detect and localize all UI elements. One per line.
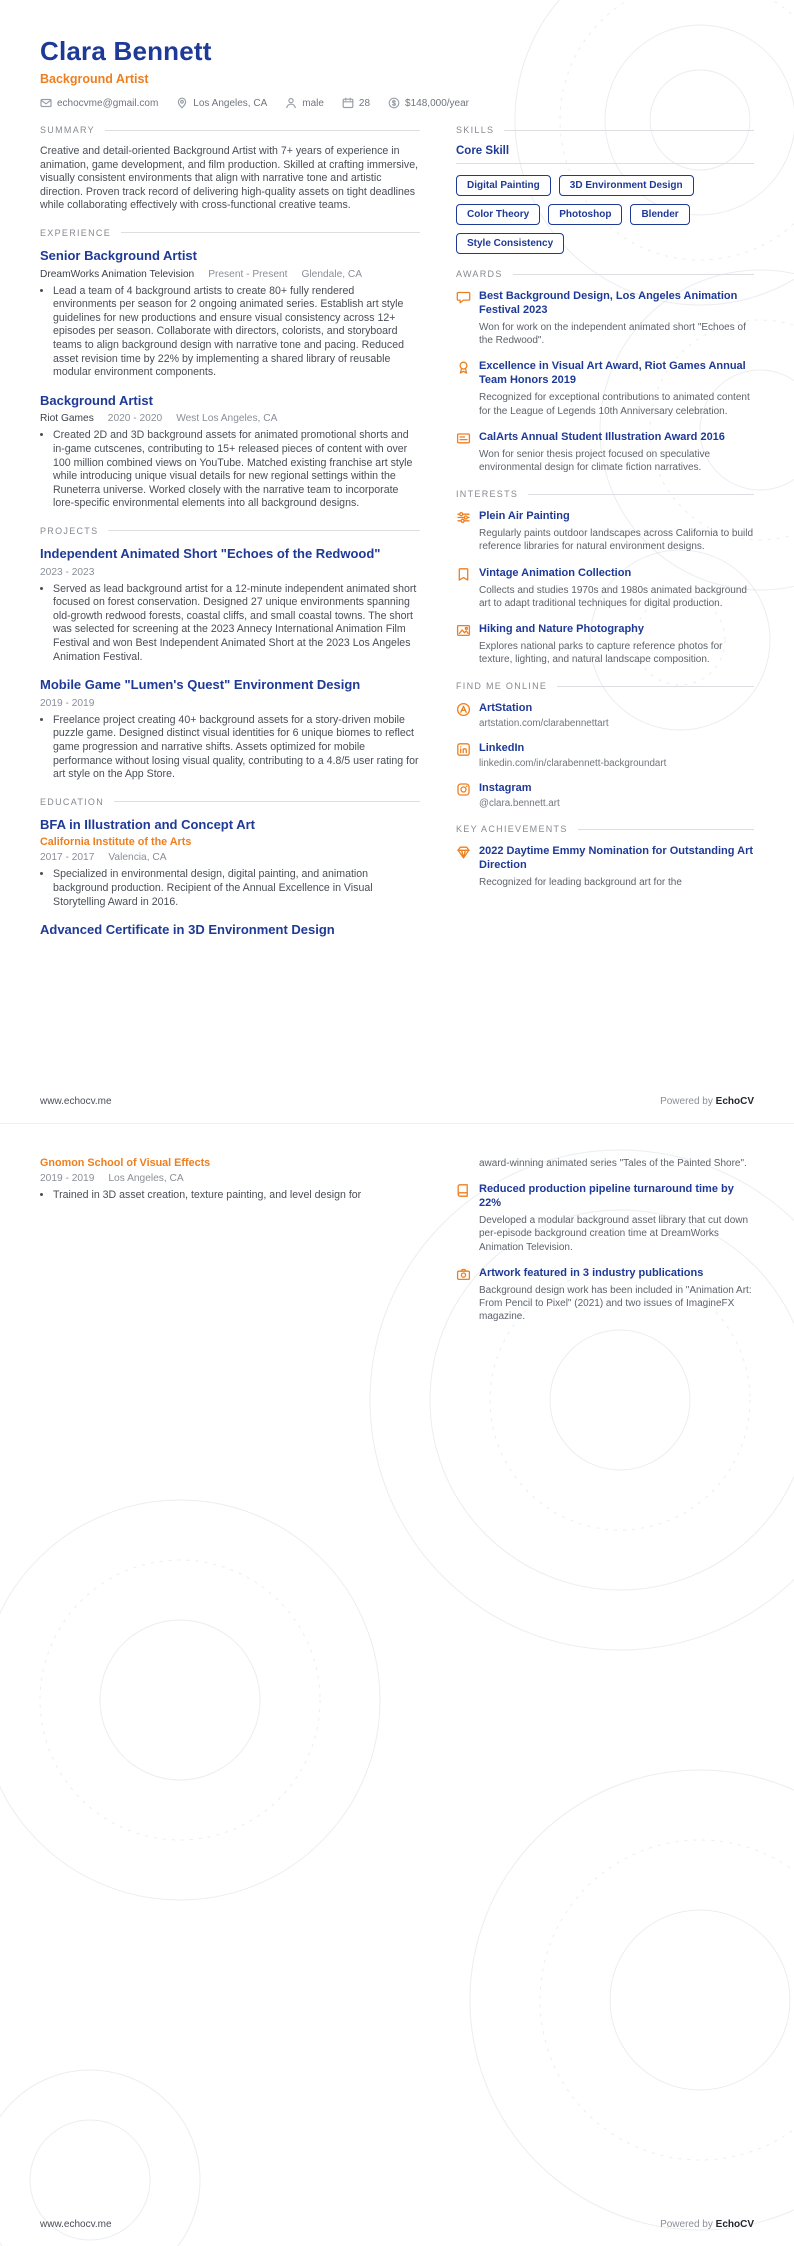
job-title: Senior Background Artist — [40, 247, 197, 263]
award-description: Won for senior thesis project focused on speculative environmental design for climate fiction narratives. — [479, 448, 711, 474]
projects-heading: PROJECTS — [40, 525, 99, 536]
right-column — [456, 1157, 754, 1335]
job-location: West Los Angeles, CA — [176, 413, 278, 425]
achievement-description: Recognized for leading background art for the — [479, 877, 682, 889]
education-meta-row — [40, 852, 420, 863]
interests-section — [456, 489, 754, 666]
summary-text: Creative and detail-oriented Background Artist with 7+ years of experience in animation, game development, and film production. Skilled at crafting immersive, visually consistent environments that align with narrative tone and artistic direction. Proven track record of delivering high-quality assets on tight deadlines while collaborating effectively with cross-functional creative teams. — [40, 145, 419, 212]
project-meta-row — [40, 698, 420, 709]
education-location: Valencia, CA — [108, 852, 167, 864]
project-bullets — [40, 583, 420, 665]
job-bullets — [40, 285, 420, 380]
online-profile-name: ArtStation — [479, 702, 533, 715]
skill-chip: Color Theory — [456, 204, 540, 225]
skill-chip: 3D Environment Design — [559, 175, 694, 196]
achievement-description-continued: award-winning animated series "Tales of the Painted Shore". — [479, 1158, 747, 1169]
skill-chip-list — [456, 175, 754, 254]
online-profile-name: Instagram — [479, 782, 532, 795]
instagram-icon — [456, 782, 471, 809]
artstation-icon — [456, 702, 471, 729]
project-item — [40, 546, 420, 664]
achievement-description: Developed a modular background asset library that cut down per-episode background creation time at DreamWorks Animation Television. — [479, 1215, 749, 1253]
footer-brand: EchoCV — [715, 1096, 754, 1107]
footer-site-link[interactable]: www.echocv.me — [40, 1096, 112, 1107]
left-column — [40, 1157, 420, 1216]
contact-gender-text: male — [302, 97, 324, 109]
resume-page-2 — [0, 1123, 794, 2246]
section-rule — [513, 274, 754, 275]
education-item-continued — [40, 1157, 420, 1203]
columns-page-2 — [40, 1157, 754, 1335]
school-name: California Institute of the Arts — [40, 836, 192, 849]
education-dates: 2017 - 2017 — [40, 852, 95, 864]
experience-item — [40, 248, 420, 380]
interests-section-header — [456, 489, 754, 499]
interest-title: Plein Air Painting — [479, 510, 570, 523]
education-item — [40, 817, 420, 909]
resume-header — [40, 36, 754, 109]
job-dates: Present - Present — [208, 268, 288, 280]
project-title: Mobile Game "Lumen's Quest" Environment Design — [40, 677, 361, 693]
achievement-description: Background design work has been included in "Animation Art: From Pencil to Pixel" (2021) and two issues of ImagineFX magazine. — [479, 1284, 752, 1323]
projects-section-header — [40, 526, 420, 536]
diamond-icon — [456, 845, 471, 889]
achievement-item — [456, 1182, 754, 1254]
company-name: DreamWorks Animation Television — [40, 268, 195, 280]
section-rule — [114, 801, 420, 802]
education-bullet: • Trained in 3D asset creation, texture painting, and level design for — [53, 1189, 420, 1203]
summary-section-header — [40, 125, 420, 135]
photo-icon — [456, 623, 471, 666]
linkedin-icon — [456, 742, 471, 769]
section-rule — [528, 494, 754, 495]
award-item — [456, 359, 754, 417]
book-icon — [456, 1183, 471, 1254]
calendar-icon — [342, 97, 354, 109]
experience-heading: EXPERIENCE — [40, 227, 112, 238]
job-dates: 2020 - 2020 — [107, 413, 163, 425]
skills-section-header — [456, 125, 754, 135]
person-icon — [285, 97, 297, 109]
section-rule — [578, 829, 754, 830]
interest-description: Explores national parks to capture reference photos for texture, lighting, and natural landscape composition. — [479, 641, 723, 666]
achievement-title: 2022 Daytime Emmy Nomination for Outstanding Art Direction — [479, 845, 754, 872]
page-footer — [40, 1096, 754, 1107]
candidate-title: Background Artist — [40, 72, 149, 86]
experience-section — [40, 228, 420, 511]
section-rule — [108, 530, 420, 531]
section-rule — [121, 232, 420, 233]
award-item — [456, 289, 754, 347]
project-bullet: • Served as lead background artist for a 12-minute independent animated short focused on forest conservation. Designed 27 unique environments spanning old-growth redwood forests, coastal cliffs, and small coastal towns. The short was selected for screening at the 2023 Annecy International Animation Film Festival and won Best Independent Animated Short at the 2023 Los Angeles Animation Festival. — [53, 583, 420, 665]
contact-row — [40, 97, 754, 109]
skill-chip: Style Consistency — [456, 233, 564, 254]
online-profile-handle: artstation.com/clarabennettart — [479, 718, 609, 730]
award-item — [456, 430, 754, 474]
education-section — [40, 797, 420, 939]
education-location: Los Angeles, CA — [108, 1173, 184, 1184]
project-meta-row — [40, 567, 420, 578]
project-bullet: • Freelance project creating 40+ background assets for a story-driven mobile puzzle game. Designed distinct visual identities for 6 unique biomes to reflect game progression and narrative shifts. Assets optimized for mobile performance without losing visual quality, contributing to a 4.8/5 user rating for art style on the App Store. — [53, 714, 420, 782]
bookmark-icon — [456, 567, 471, 610]
sliders-icon — [456, 510, 471, 553]
footer-powered-prefix: Powered by — [660, 1096, 713, 1107]
contact-email — [40, 97, 158, 109]
key-achievements-section-header — [456, 824, 754, 834]
interest-description: Collects and studies 1970s and 1980s animated background art to adapt traditional techniques for digital production. — [479, 584, 747, 609]
school-name: Gnomon School of Visual Effects — [40, 1157, 211, 1169]
job-title: Background Artist — [40, 392, 153, 408]
project-title: Independent Animated Short "Echoes of the Redwood" — [40, 545, 381, 561]
awards-section — [456, 269, 754, 474]
key-achievements-section — [456, 824, 754, 889]
find-me-online-heading: FIND ME ONLINE — [456, 681, 548, 692]
contact-age — [342, 97, 370, 109]
section-rule — [504, 130, 754, 131]
footer-powered[interactable] — [660, 1096, 754, 1107]
contact-salary-text: $148,000/year — [405, 97, 469, 109]
section-rule — [105, 130, 420, 131]
instagram-link[interactable] — [456, 781, 754, 809]
award-title: Excellence in Visual Art Award, Riot Games Annual Team Honors 2019 — [479, 360, 746, 387]
certificate-card-icon — [456, 431, 471, 474]
education-bullets — [40, 868, 420, 909]
projects-section — [40, 526, 420, 782]
contact-salary — [388, 97, 469, 109]
skill-chip: Blender — [630, 204, 689, 225]
email-icon — [40, 97, 52, 109]
left-column — [40, 125, 420, 954]
award-title: Best Background Design, Los Angeles Animation Festival 2023 — [479, 290, 738, 316]
achievement-item — [456, 1266, 754, 1324]
interests-heading: INTERESTS — [456, 489, 519, 500]
skills-heading: SKILLS — [456, 125, 495, 135]
job-meta-row — [40, 269, 420, 280]
skill-chip: Digital Painting — [456, 175, 551, 196]
key-achievements-heading: KEY ACHIEVEMENTS — [456, 824, 568, 835]
contact-age-text: 28 — [358, 97, 371, 109]
degree-title: Advanced Certificate in 3D Environment Design — [40, 922, 335, 938]
achievement-title: Artwork featured in 3 industry publications — [479, 1266, 704, 1279]
company-name: Riot Games — [40, 413, 94, 425]
education-bullets — [40, 1189, 420, 1203]
message-square-icon — [456, 290, 471, 347]
camera-icon — [456, 1267, 471, 1324]
skills-section — [456, 125, 754, 254]
education-dates: 2019 - 2019 — [40, 1173, 95, 1184]
page-footer — [40, 2219, 754, 2230]
location-pin-icon — [176, 97, 188, 109]
job-bullet: • Created 2D and 3D background assets for animated promotional shorts and in-game cutscenes, contributing to 15+ released pieces of content with over 100 million combined views on YouTube. Matched existing franchise art style while introducing unique visual details for new regional settings within the Runeterra universe. Worked closely with the narrative team to incorporate lore-specific environmental elements into all background designs. — [53, 429, 420, 511]
education-item — [40, 922, 420, 939]
interest-item — [456, 509, 754, 553]
awards-heading: AWARDS — [456, 269, 503, 279]
experience-item — [40, 393, 420, 511]
online-profile-name: LinkedIn — [479, 742, 525, 755]
project-dates: 2023 - 2023 — [40, 566, 95, 578]
footer-powered[interactable] — [660, 2219, 754, 2230]
linkedin-link[interactable] — [456, 741, 754, 769]
footer-site-link[interactable]: www.echocv.me — [40, 2219, 112, 2230]
job-bullet: • Lead a team of 4 background artists to create 80+ fully rendered environments per season for 2 ongoing animated series. Establish art style guidelines for new productions and ensure visual consistency across 12+ episodes per season. Collaborate with directors, colorists, and storyboard teams to align background design with narrative tone and pacing. Reduced asset revision time by 22% by implementing a shared library of reusable modular environment components. — [53, 285, 420, 380]
summary-heading: SUMMARY — [40, 125, 95, 135]
achievement-item — [456, 844, 754, 889]
medal-icon — [456, 360, 471, 417]
skill-chip: Photoshop — [548, 204, 622, 225]
award-title: CalArts Annual Student Illustration Award 2016 — [479, 430, 725, 443]
degree-title: BFA in Illustration and Concept Art — [40, 816, 255, 832]
online-profile-handle: linkedin.com/in/clarabennett-backgroundart — [479, 758, 667, 770]
candidate-name: Clara Bennett — [40, 36, 212, 66]
award-description: Recognized for exceptional contributions to animated content for the League of Legends 10th Anniversary celebration. — [479, 392, 750, 417]
interest-item — [456, 566, 754, 610]
job-meta-row — [40, 413, 420, 424]
section-rule — [557, 686, 754, 687]
project-dates: 2019 - 2019 — [40, 697, 95, 709]
education-heading: EDUCATION — [40, 796, 105, 807]
contact-location-text: Los Angeles, CA — [193, 97, 268, 109]
find-me-online-section — [456, 681, 754, 809]
interest-title: Vintage Animation Collection — [479, 566, 632, 579]
project-item — [40, 677, 420, 782]
contact-gender — [285, 97, 324, 109]
footer-powered-prefix: Powered by — [660, 2219, 713, 2230]
job-location: Glendale, CA — [301, 268, 363, 280]
dollar-icon — [388, 97, 400, 109]
education-meta-row — [40, 1173, 420, 1184]
experience-section-header — [40, 228, 420, 238]
contact-location — [176, 97, 267, 109]
summary-section — [40, 125, 420, 213]
education-bullet: • Specialized in environmental design, digital painting, and animation background production. Recipient of the Annual Excellence in Visual Storytelling Award in 2016. — [53, 868, 420, 909]
job-bullets — [40, 429, 420, 511]
right-column — [456, 125, 754, 905]
skill-group-name: Core Skill — [456, 145, 754, 164]
interest-description: Regularly paints outdoor landscapes across California to build reference libraries for natural environment designs. — [479, 528, 754, 553]
project-bullets — [40, 714, 420, 782]
artstation-link[interactable] — [456, 701, 754, 729]
columns-page-1 — [40, 125, 754, 954]
footer-brand: EchoCV — [715, 2219, 754, 2230]
contact-email-text: echocvme@gmail.com — [57, 97, 159, 109]
award-description: Won for work on the independent animated short "Echoes of the Redwood". — [479, 322, 746, 347]
awards-section-header — [456, 269, 754, 279]
interest-title: Hiking and Nature Photography — [479, 623, 645, 636]
achievement-title: Reduced production pipeline turnaround time by 22% — [479, 1183, 734, 1210]
interest-item — [456, 622, 754, 666]
online-profile-handle: @clara.bennett.art — [479, 798, 560, 810]
education-section-header — [40, 797, 420, 807]
find-me-online-section-header — [456, 681, 754, 691]
